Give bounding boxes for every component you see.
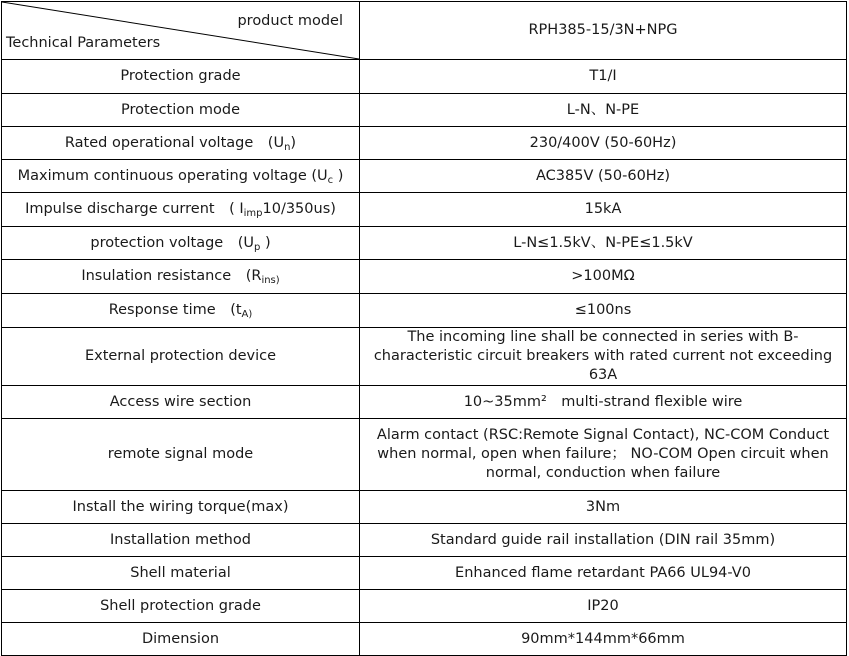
table-row: [2, 260, 847, 294]
parameter-name-text: Protection mode: [120, 101, 241, 118]
parameter-value: Alarm contact (RSC:Remote Signal Contact), NC-COM Conduct when normal, open when failure； NO-COM Open circuit when normal, conduction when failure: [360, 419, 847, 491]
parameter-name-subscript: A): [241, 309, 253, 320]
parameter-name-text: Install the wiring torque(max): [72, 498, 289, 515]
product-model-value: RPH385-15/3N+NPG: [360, 2, 847, 60]
parameter-name-text: Impulse discharge current ( I: [25, 201, 244, 217]
parameter-value: 15kA: [360, 193, 847, 227]
parameter-name-text: Installation method: [110, 531, 251, 548]
parameter-name: [2, 260, 360, 294]
parameter-name-subscript: ins): [261, 275, 280, 286]
parameter-name: [2, 60, 360, 94]
table-row: [2, 193, 847, 227]
parameter-name-suffix: ): [260, 234, 271, 251]
parameter-name-text: Shell material: [130, 564, 231, 581]
parameter-value: Standard guide rail installation (DIN rail 35mm): [360, 524, 847, 557]
parameter-name-text: protection voltage (U: [90, 234, 254, 251]
table-row: [2, 60, 847, 94]
parameter-name: [2, 386, 360, 419]
table-row: [2, 328, 847, 386]
table-row: [2, 524, 847, 557]
parameter-value: >100MΩ: [360, 260, 847, 294]
parameter-name-text: Shell protection grade: [100, 597, 261, 614]
parameter-name: [2, 227, 360, 260]
parameter-value: AC385V (50-60Hz): [360, 160, 847, 193]
parameter-name-text: Maximum continuous operating voltage (U: [17, 167, 328, 184]
parameter-value: Enhanced flame retardant PA66 UL94-V0: [360, 557, 847, 590]
parameter-value: The incoming line shall be connected in series with B-characteristic circuit breakers with rated current not exceeding 63A: [360, 328, 847, 386]
table-row: [2, 557, 847, 590]
parameter-name: [2, 557, 360, 590]
parameter-name: [2, 419, 360, 491]
table-row: [2, 227, 847, 260]
parameter-name-subscript: n: [284, 141, 291, 153]
parameter-name: [2, 524, 360, 557]
parameter-name-text: Rated operational voltage (U: [64, 134, 285, 151]
table-row: [2, 386, 847, 419]
parameter-value: L-N≤1.5kV、N-PE≤1.5kV: [360, 227, 847, 260]
header-corner-cell: [2, 2, 360, 60]
parameter-name-text: Access wire section: [109, 393, 252, 410]
parameter-name-subscript: imp: [243, 208, 263, 219]
parameter-name-suffix: ): [333, 167, 344, 184]
table-row: [2, 294, 847, 328]
parameter-name: [2, 491, 360, 524]
parameter-name-text: Insulation resistance (R: [81, 268, 262, 284]
parameter-value: 10~35mm² multi-strand flexible wire: [360, 386, 847, 419]
parameter-value: ≤100ns: [360, 294, 847, 328]
technical-parameters-label: Technical Parameters: [6, 35, 161, 51]
parameter-name: [2, 160, 360, 193]
table-row: [2, 419, 847, 491]
parameter-name-text: Protection grade: [120, 68, 241, 84]
parameter-name-text: remote signal mode: [107, 446, 254, 462]
table-row: [2, 623, 847, 656]
parameter-value: 230/400V (50-60Hz): [360, 127, 847, 160]
parameter-name-suffix: 10/350us): [262, 201, 336, 217]
parameter-name-text: Response time (t: [108, 302, 242, 318]
parameter-value: L-N、N-PE: [360, 94, 847, 127]
parameter-value: T1/I: [360, 60, 847, 94]
technical-parameters-table: [1, 1, 847, 656]
product-model-label: product model: [237, 13, 343, 29]
parameter-name: [2, 127, 360, 160]
table-row: [2, 160, 847, 193]
parameter-value: 90mm*144mm*66mm: [360, 623, 847, 656]
parameter-name: [2, 193, 360, 227]
parameter-name: [2, 623, 360, 656]
parameter-name: [2, 328, 360, 386]
parameter-value: IP20: [360, 590, 847, 623]
parameter-name-suffix: ): [290, 134, 297, 151]
parameter-name-text: Dimension: [141, 630, 220, 647]
parameter-name-subscript: p: [254, 241, 261, 253]
parameter-name: [2, 294, 360, 328]
parameter-name-text: External protection device: [84, 348, 277, 364]
parameter-name-subscript: c: [327, 174, 334, 186]
parameter-name: [2, 94, 360, 127]
table-row: [2, 590, 847, 623]
header-row: [2, 2, 847, 60]
parameter-name: [2, 590, 360, 623]
table-row: [2, 94, 847, 127]
parameter-value: 3Nm: [360, 491, 847, 524]
table-row: [2, 491, 847, 524]
table-row: [2, 127, 847, 160]
